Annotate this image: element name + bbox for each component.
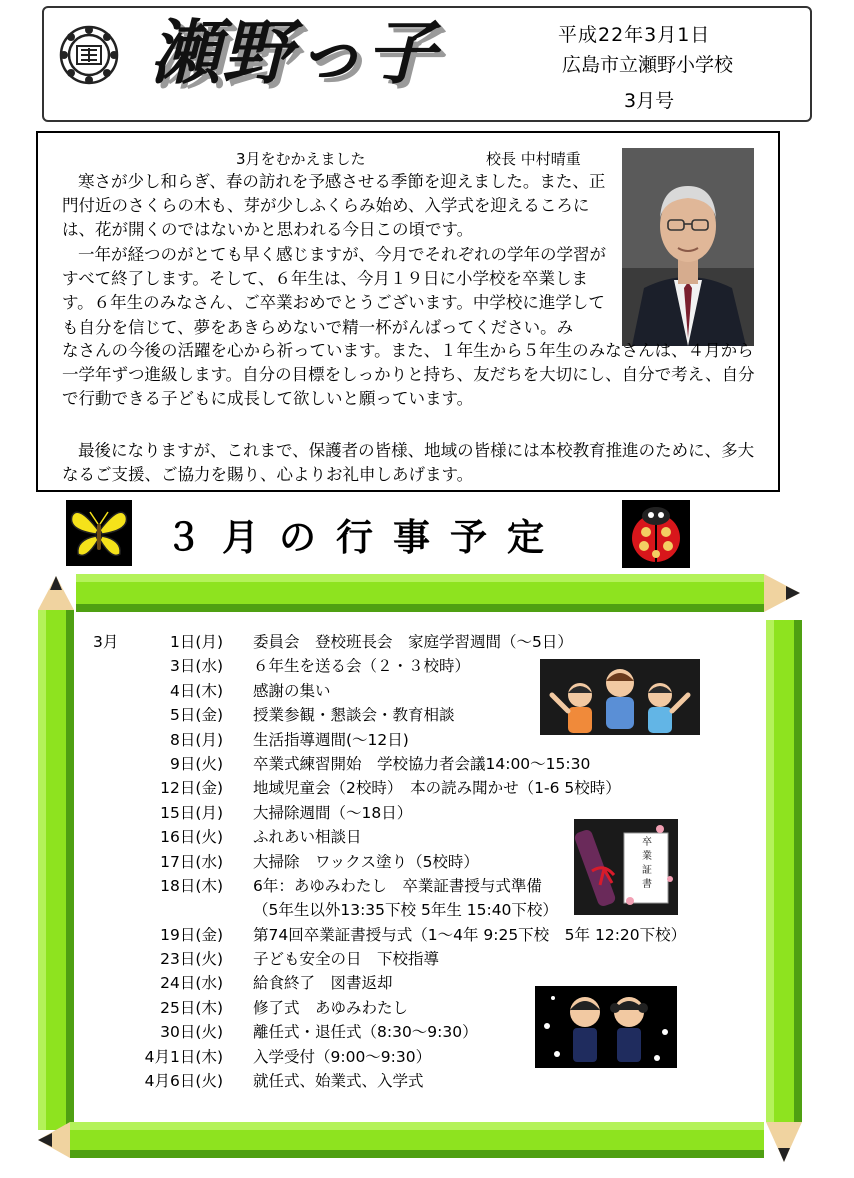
event-row (93, 923, 773, 947)
event-description: 地域児童会（2校時） 本の読み聞かせ（1-6 5校時） (253, 779, 621, 798)
event-date: 30日(火) (160, 1023, 223, 1042)
event-description: 卒業式練習開始 学校協力者会議14:00～15:30 (253, 754, 591, 773)
event-row (93, 752, 773, 776)
event-row (93, 776, 773, 800)
newsletter-title: 瀬野っ子 (150, 12, 438, 94)
svg-text:書: 書 (642, 879, 652, 890)
event-date: 23日(火) (160, 950, 223, 969)
event-date: 4月1日(木) (144, 1047, 223, 1066)
event-date: 18日(木) (160, 876, 223, 895)
event-date: 19日(金) (160, 925, 223, 944)
event-date: 1日(月) (170, 633, 223, 651)
event-description: 離任式・退任式（8:30～9:30） (253, 1023, 478, 1042)
svg-text:卒: 卒 (642, 837, 652, 848)
message-paragraph: なさんの今後の活躍を心から祈っています。また、１年生から５年生のみなさんは、４月から一学年ずつ進級します。自分の目標をしっかりと持ち、友だちを大切にし、自分で考え、自分で行動できる子どもに成長して欲しいと願っています。 (62, 341, 755, 409)
event-description: 子ども安全の日 下校指導 (253, 950, 440, 969)
event-row (93, 630, 773, 654)
school-name: 広島市立瀬野小学校 (562, 54, 734, 76)
message-paragraph: 最後になりますが、これまで、保護者の皆様、地域の皆様には本校教育推進のために、多大なるご支援、ご協力を賜り、心よりお礼申しあげます。 (62, 441, 755, 485)
event-description: 生活指導週間(～12日) (253, 730, 409, 749)
diploma-icon (574, 819, 678, 915)
issue-date: 平成22年3月1日 (558, 24, 711, 46)
events-heading: ３月の行事予定 (165, 516, 564, 559)
event-description: 委員会 登校班長会 家庭学習週間（～5日） (253, 633, 573, 651)
svg-text:証: 証 (642, 865, 652, 876)
principal-name: 校長 中村晴重 (486, 150, 581, 168)
message-title: 3月をむかえました (236, 150, 366, 168)
event-date: 4月6日(火) (144, 1072, 223, 1091)
event-description: ふれあい相談日 (253, 828, 362, 847)
event-row (93, 1069, 773, 1093)
event-description: 給食終了 図書返却 (253, 974, 393, 993)
event-date: 3日(水) (170, 657, 223, 676)
message-paragraph: 一年が経つのがとても早く感じますが、今月でそれぞれの学年の学習がすべて終了します。そして、６年生は、今月１９日に小学校を卒業します。６年生のみなさん、ご卒業おめでとうございます。中学校に進学しても自分を信じて、夢をあきらめないで精一杯がんばってください。み (62, 245, 606, 337)
event-date: 24日(水) (160, 974, 223, 993)
event-description: 授業参観・懇談会・教育相談 (253, 706, 455, 725)
event-date: 5日(金) (170, 706, 223, 725)
graduates-icon (535, 986, 677, 1068)
event-row (93, 947, 773, 971)
event-description: 6年：あゆみわたし 卒業証書授与式準備 (253, 876, 542, 895)
event-date: 9日(火) (170, 754, 223, 773)
event-date: 16日(火) (160, 828, 223, 847)
svg-text:業: 業 (642, 851, 652, 862)
issue-number: 3月号 (624, 90, 675, 112)
event-description: 第74回卒業証書授与式（1～4年 9:25下校 5年 12:20下校） (253, 925, 687, 944)
children-cheering-icon (540, 659, 700, 735)
event-description: 大掃除週間（～18日） (253, 803, 413, 822)
event-description: ６年生を送る会（２・３校時） (253, 657, 471, 676)
event-description: 修了式 あゆみわたし (253, 998, 409, 1017)
event-date: 17日(水) (160, 852, 223, 871)
principal-photo-icon (622, 148, 754, 346)
event-date: 4日(木) (170, 681, 223, 700)
ladybug-icon (622, 500, 690, 568)
event-description: 就任式、始業式、入学式 (253, 1072, 424, 1091)
event-description: 入学受付（9:00～9:30） (253, 1047, 432, 1066)
butterfly-icon (66, 500, 132, 566)
event-date: 12日(金) (160, 779, 223, 798)
school-emblem-icon (58, 24, 120, 86)
event-description: 大掃除 ワックス塗り（5校時） (253, 852, 479, 871)
event-month: 3月 (93, 633, 119, 651)
event-description: （5年生以外13:35下校 5年生 15:40下校） (253, 901, 558, 920)
event-date: 25日(木) (160, 998, 223, 1017)
message-paragraph: 寒さが少し和らぎ、春の訪れを予感させる季節を迎えました。また、正門付近のさくらの木も、芽が少しふくらみ始め、入学式を迎えるころには、花が開くのではないかと思われる今日この頃です。 (62, 172, 606, 240)
event-description: 感謝の集い (253, 681, 331, 700)
event-date: 15日(月) (160, 803, 223, 822)
event-date: 8日(月) (170, 730, 223, 749)
